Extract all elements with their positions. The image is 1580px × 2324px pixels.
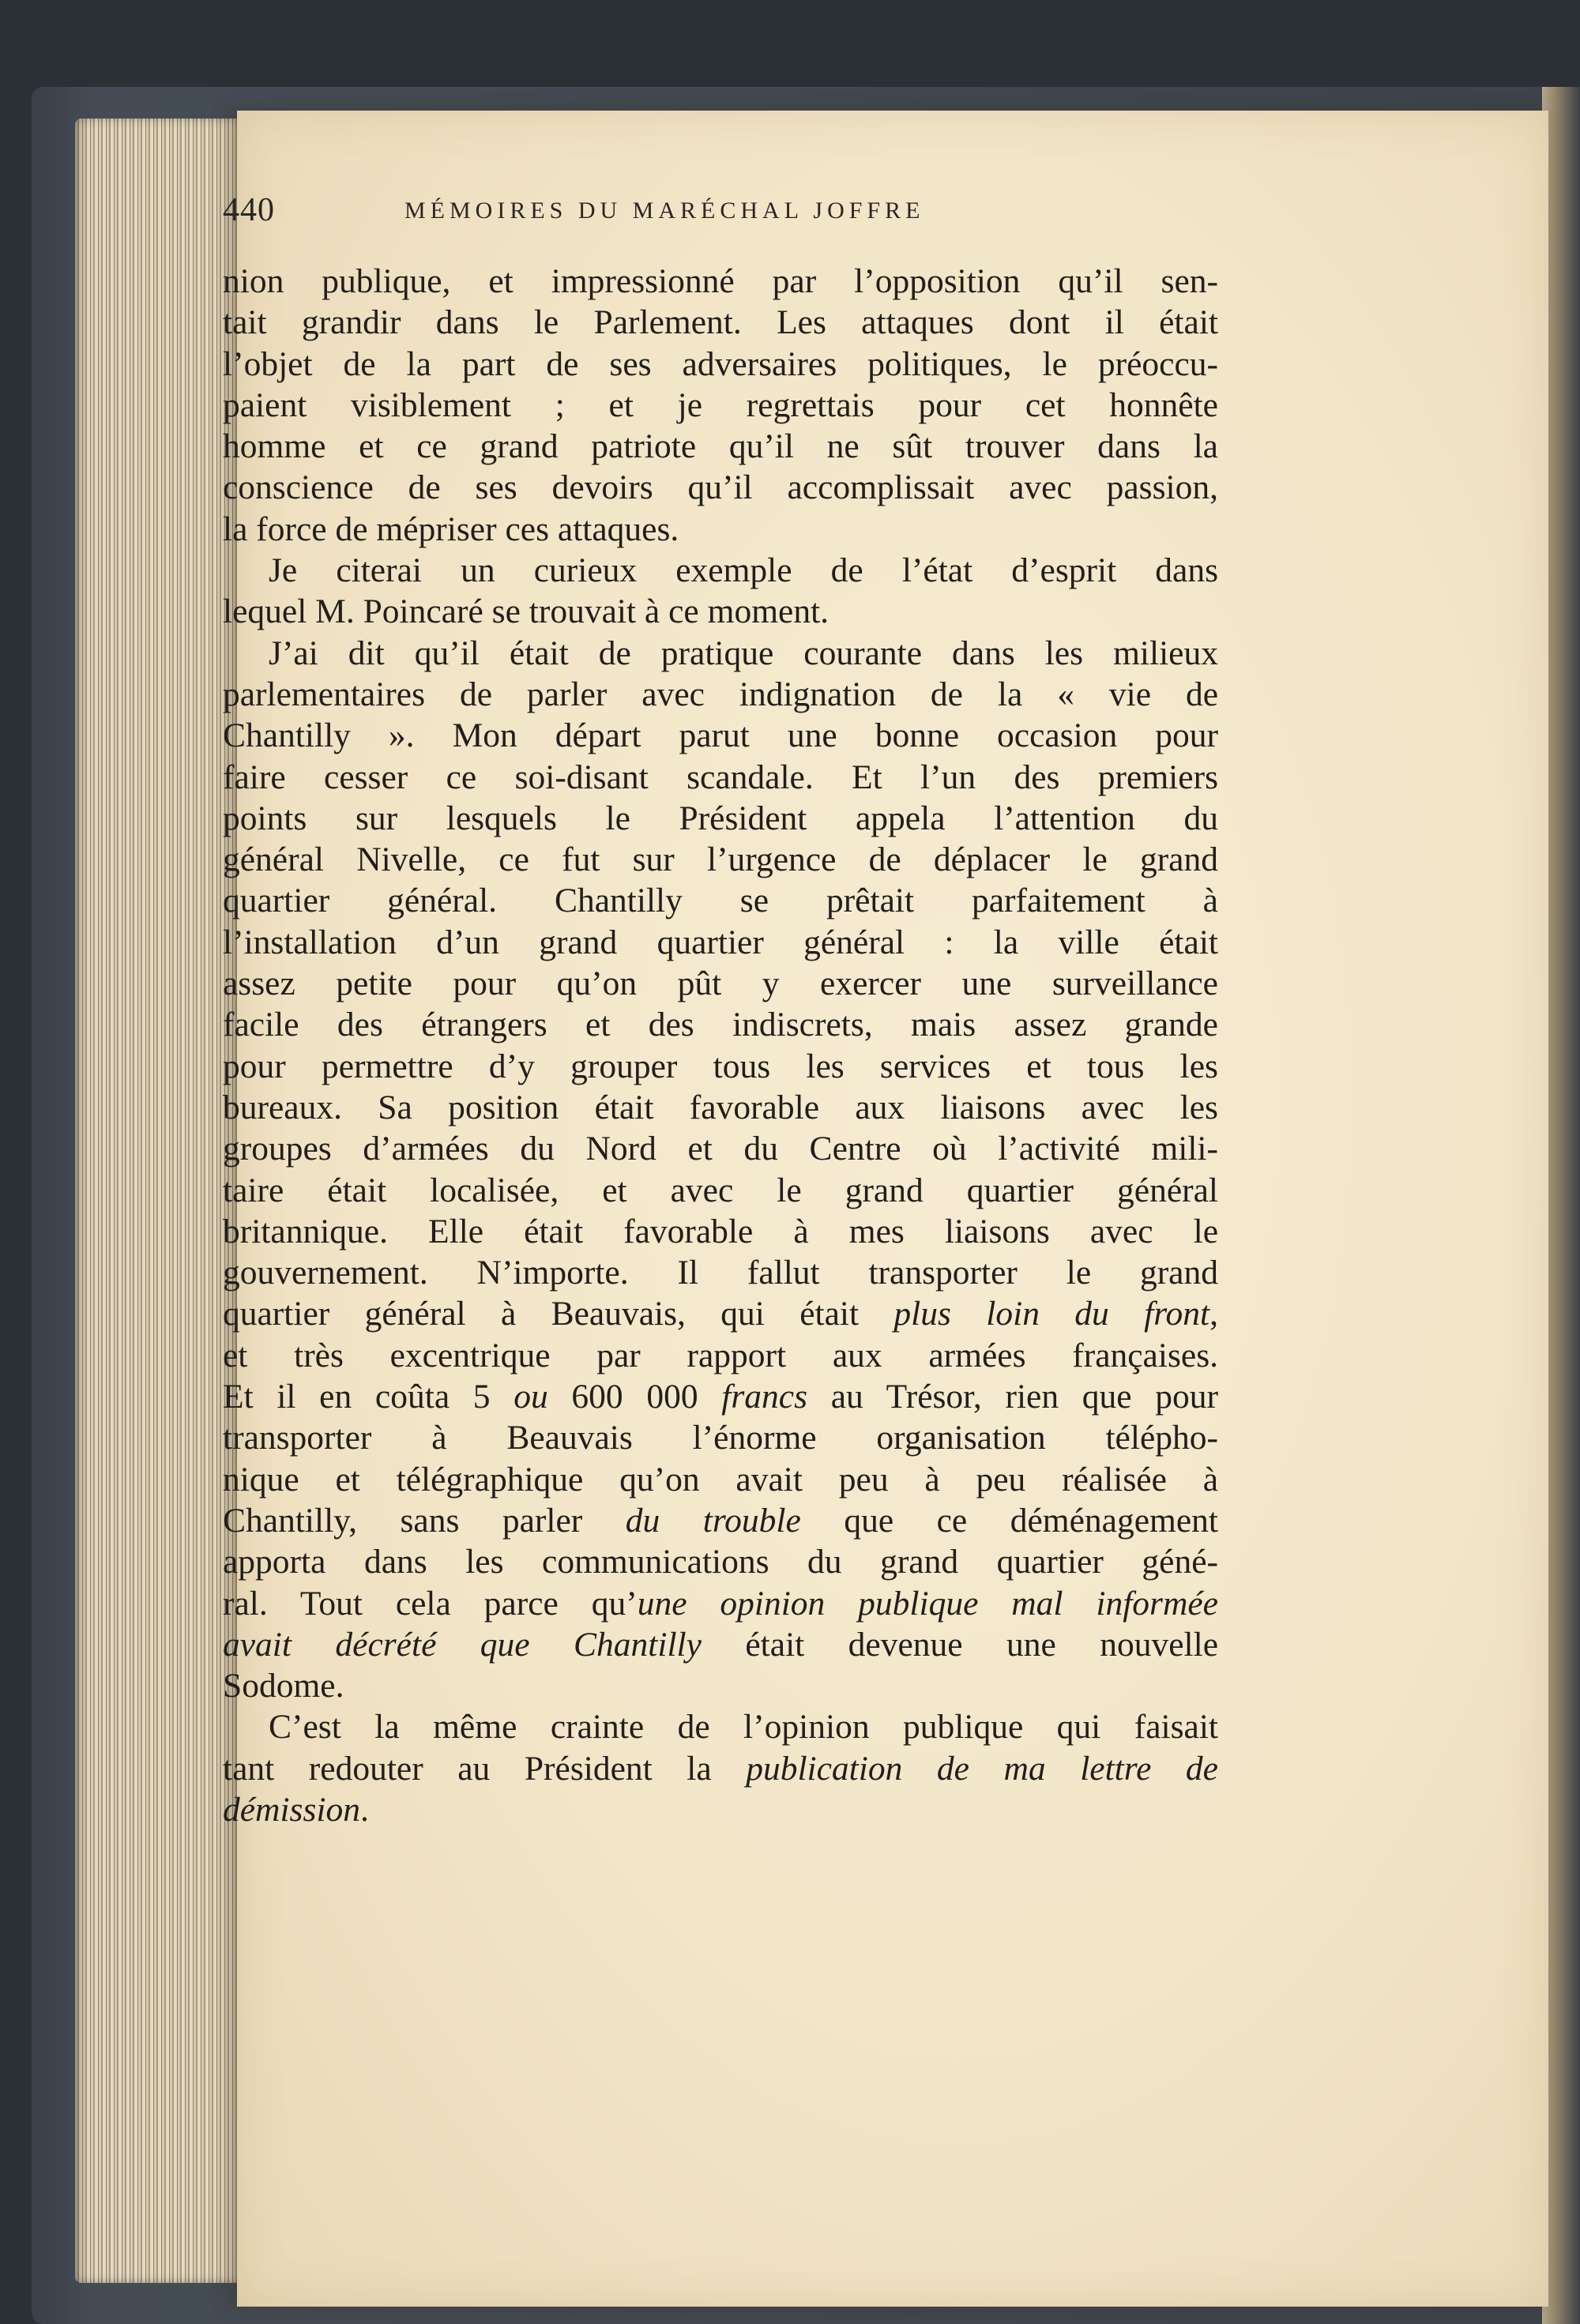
text-segment: apporta dans les communications du grand quartier géné- xyxy=(223,1543,1218,1581)
text-line xyxy=(223,426,1218,467)
italic-text: démission xyxy=(223,1790,360,1829)
page-number: 440 xyxy=(223,192,275,228)
text-line xyxy=(223,922,1218,963)
text-line xyxy=(223,261,1218,302)
text-segment: ral. Tout cela parce qu’ xyxy=(223,1584,638,1623)
text-segment: Chantilly, sans parler xyxy=(223,1501,626,1540)
text-segment: assez petite pour qu’on pût y exercer une surveillance xyxy=(223,965,1218,1003)
italic-text: une opinion publique mal informée xyxy=(637,1584,1218,1623)
text-segment: bureaux. Sa position était favorable aux liaisons avec les xyxy=(223,1088,1218,1126)
text-segment: nion publique, et impressionné par l’opposition qu’il sen- xyxy=(223,262,1218,300)
text-line xyxy=(223,1376,1218,1417)
text-segment: Je citerai un curieux exemple de l’état d’esprit dans xyxy=(269,551,1218,590)
text-line xyxy=(223,1417,1218,1458)
italic-text: publication de ma lettre de xyxy=(746,1749,1218,1788)
text-line xyxy=(223,550,1218,591)
text-line xyxy=(223,1046,1218,1087)
text-line xyxy=(223,798,1218,839)
text-line xyxy=(223,1789,1218,1830)
text-line xyxy=(223,1004,1218,1045)
running-title: MÉMOIRES DU MARÉCHAL JOFFRE xyxy=(404,197,925,224)
text-line xyxy=(223,302,1218,343)
text-segment: facile des étrangers et des indiscrets, mais assez grande xyxy=(223,1006,1218,1044)
text-segment: paient visiblement ; et je regrettais pour cet honnête xyxy=(223,385,1218,424)
body-text xyxy=(223,261,1218,1830)
text-line xyxy=(223,1459,1218,1500)
text-segment: homme et ce grand patriote qu’il ne sût trouver dans la xyxy=(223,427,1218,466)
text-segment: , xyxy=(1209,1295,1219,1333)
text-line xyxy=(223,591,1218,632)
text-segment: parlementaires de parler avec indignation de la « vie de xyxy=(223,675,1218,713)
text-segment: quartier général à Beauvais, qui était xyxy=(223,1295,894,1333)
text-segment: britannique. Elle était favorable à mes liaisons avec le xyxy=(223,1212,1218,1250)
italic-text: avait décrété que Chantilly xyxy=(223,1625,702,1664)
text-segment: Sodome. xyxy=(223,1667,344,1705)
text-line xyxy=(223,467,1218,508)
text-line xyxy=(223,1128,1218,1169)
text-segment: J’ai dit qu’il était de pratique courante dans les milieux xyxy=(269,634,1218,672)
text-line xyxy=(223,385,1218,426)
text-line xyxy=(223,1624,1218,1665)
italic-text: du trouble xyxy=(625,1501,801,1540)
text-segment: quartier général. Chantilly se prêtait parfaitement à xyxy=(223,882,1218,920)
text-line xyxy=(223,344,1218,385)
text-segment: tait grandir dans le Parlement. Les attaques dont il était xyxy=(223,303,1218,342)
text-line xyxy=(223,1211,1218,1252)
text-segment: taire était localisée, et avec le grand quartier général xyxy=(223,1171,1218,1209)
text-line xyxy=(223,715,1218,756)
text-segment: 600 000 xyxy=(547,1378,722,1416)
text-segment: nique et télégraphique qu’on avait peu à peu réalisée à xyxy=(223,1460,1218,1499)
text-line xyxy=(223,1500,1218,1541)
text-line xyxy=(223,1583,1218,1624)
text-segment: au Trésor, rien que pour xyxy=(807,1378,1219,1416)
text-line xyxy=(223,1706,1218,1747)
text-segment: Chantilly ». Mon départ parut une bonne occasion pour xyxy=(223,716,1218,755)
text-segment: que ce déménagement xyxy=(800,1501,1219,1540)
text-segment: points sur lesquels le Président appela l’attention du xyxy=(223,799,1218,837)
text-line xyxy=(223,757,1218,798)
text-segment: C’est la même crainte de l’opinion publique qui faisait xyxy=(269,1708,1218,1747)
text-segment: faire cesser ce soi-disant scandale. Et l’un des premiers xyxy=(223,758,1218,796)
text-line xyxy=(223,880,1218,921)
text-line xyxy=(223,1087,1218,1128)
text-line xyxy=(223,1665,1218,1706)
text-segment: l’objet de la part de ses adversaires politiques, le préoccu- xyxy=(223,344,1218,383)
text-line xyxy=(223,1293,1218,1334)
text-segment: était devenue une nouvelle xyxy=(701,1625,1219,1664)
text-segment: tant redouter au Président la xyxy=(223,1749,747,1788)
text-segment: pour permettre d’y grouper tous les services et tous les xyxy=(223,1047,1218,1085)
text-segment: lequel M. Poincaré se trouvait à ce moment. xyxy=(223,592,830,631)
text-segment: . xyxy=(360,1790,369,1829)
text-segment: transporter à Beauvais l’énorme organisation télépho- xyxy=(223,1419,1218,1457)
italic-text: ou xyxy=(514,1378,548,1416)
text-segment: la force de mépriser ces attaques. xyxy=(223,510,679,548)
text-segment: l’installation d’un grand quartier général : la ville était xyxy=(223,923,1218,961)
text-line xyxy=(223,633,1218,674)
text-segment: groupes d’armées du Nord et du Centre où l’activité mili- xyxy=(223,1130,1218,1168)
text-line xyxy=(223,509,1218,550)
text-line xyxy=(223,1541,1218,1582)
text-segment: général Nivelle, ce fut sur l’urgence de déplacer le grand xyxy=(223,840,1218,879)
text-segment: Et il en coûta 5 xyxy=(223,1378,514,1416)
running-header xyxy=(223,191,1202,239)
text-line xyxy=(223,1748,1218,1789)
text-line xyxy=(223,1170,1218,1211)
text-line xyxy=(223,1335,1218,1376)
text-line xyxy=(223,674,1218,715)
italic-text: francs xyxy=(721,1378,808,1416)
text-line xyxy=(223,839,1218,880)
text-segment: gouvernement. N’importe. Il fallut transporter le grand xyxy=(223,1254,1218,1292)
text-line xyxy=(223,963,1218,1004)
text-segment: et très excentrique par rapport aux armées françaises. xyxy=(223,1336,1218,1374)
italic-text: plus loin du front xyxy=(893,1295,1210,1333)
text-segment: conscience de ses devoirs qu’il accomplissait avec passion, xyxy=(223,468,1218,507)
text-line xyxy=(223,1252,1218,1293)
